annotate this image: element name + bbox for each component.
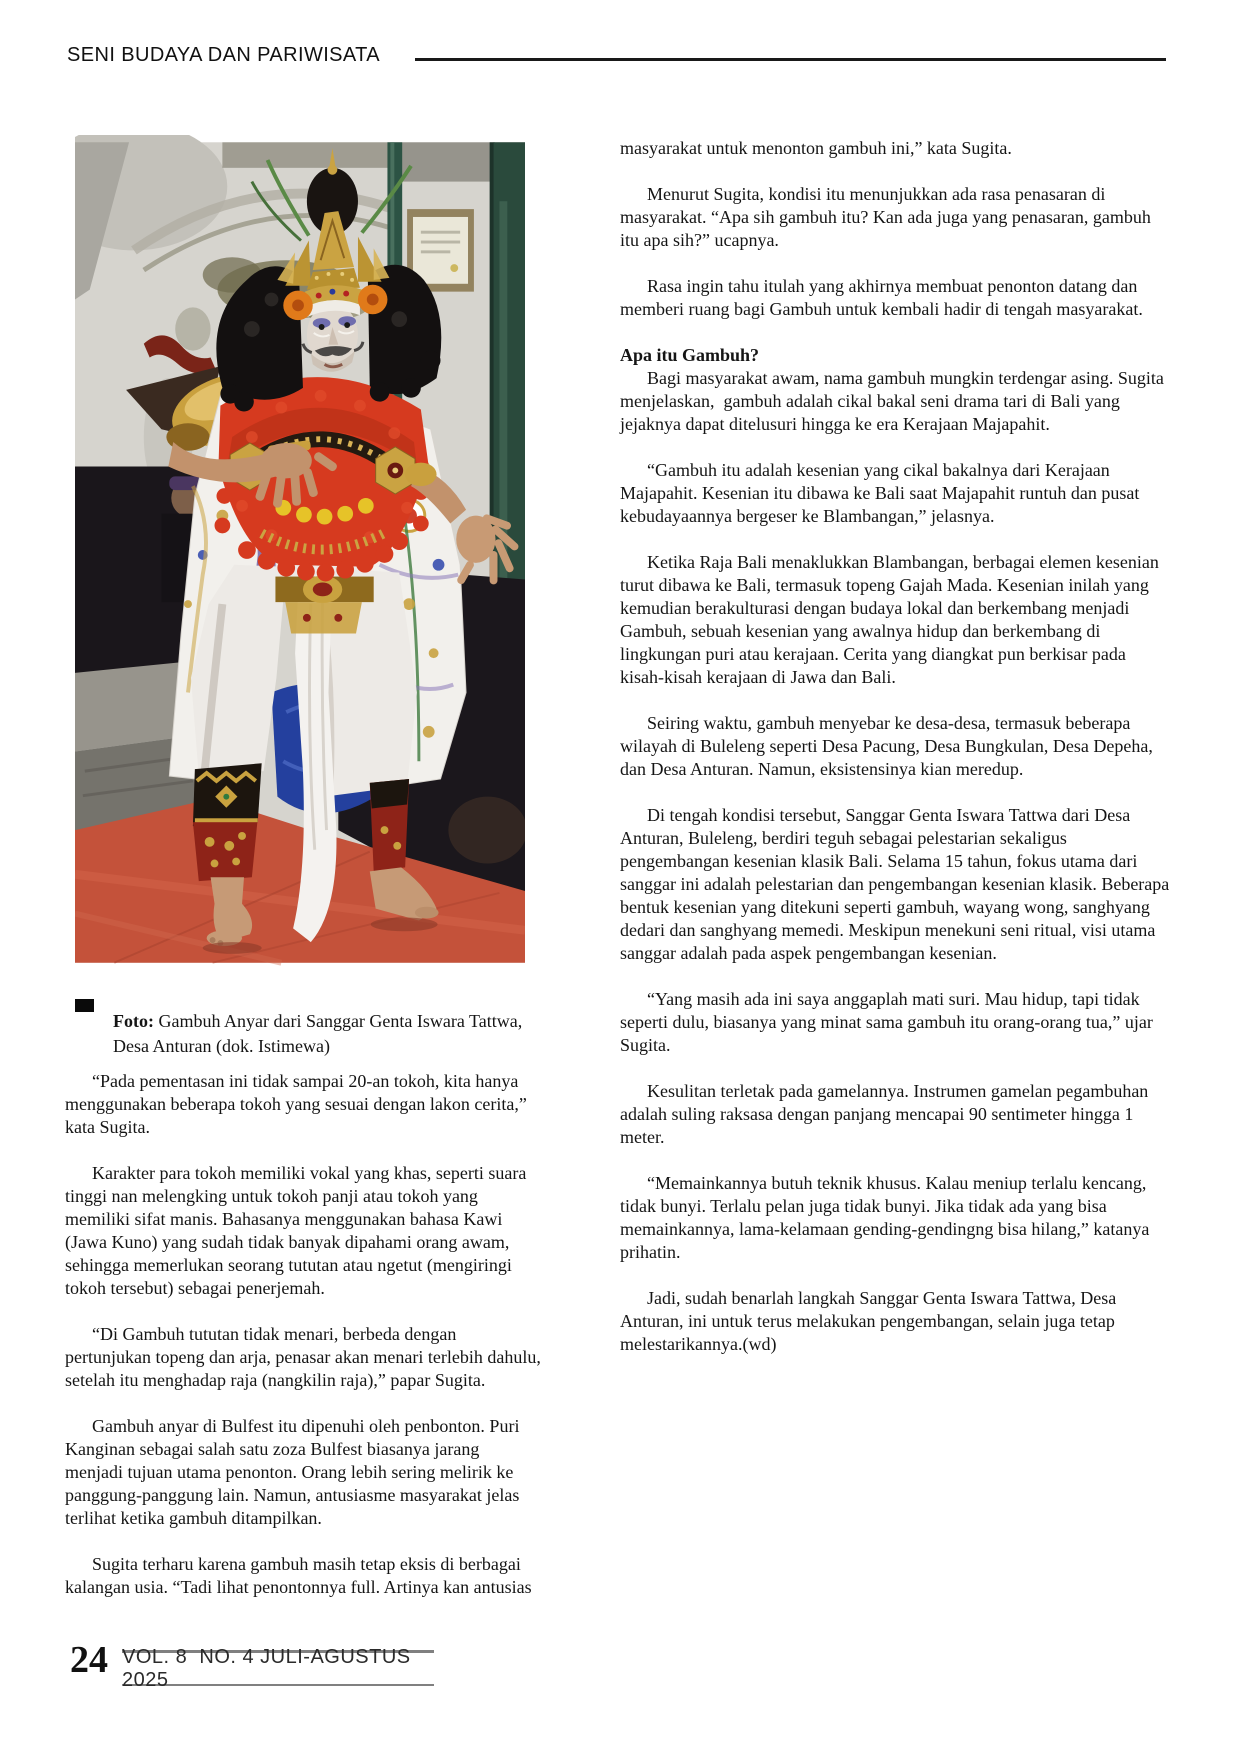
article-paragraph: Seiring waktu, gambuh menyebar ke desa-desa, termasuk beberapa wilayah di Buleleng seperti Desa Pacung, Desa Bungkulan, Desa Depeha, dan Desa Anturan. Namun, eksistensinya kian meredup. bbox=[620, 713, 1153, 779]
issue-info bbox=[122, 1645, 434, 1691]
article-paragraph: Rasa ingin tahu itulah yang akhirnya membuat penonton datang dan memberi ruang bagi Gambuh untuk kembali hadir di tengah masyarakat. bbox=[620, 276, 1143, 319]
article-subheading: Apa itu Gambuh? bbox=[620, 345, 760, 365]
article-paragraph: “Pada pementasan ini tidak sampai 20-an tokoh, kita hanya menggunakan beberapa tokoh yang sesuai dengan lakon cerita,” kata Sugita. bbox=[65, 1071, 527, 1137]
article-paragraph: Di tengah kondisi tersebut, Sanggar Genta Iswara Tattwa dari Desa Anturan, Buleleng, berdiri teguh sebagai pelestarian sekaligus pengembangan kesenian klasik Bali. Selama 15 tahun, fokus utama dari sanggar ini adalah pelestarian dan pengembangan kesenian klasik. Beberapa bentuk kesenian yang ditekuni seperti gambuh, wayang wong, sanghyang dedari dan sanghyang memedi. Meskipun menekuni seni ritual, visi utama sanggar adalah pada aspek pengembangan kesenian. bbox=[620, 805, 1170, 963]
page-number: 24 bbox=[70, 1639, 108, 1681]
article-paragraph: Jadi, sudah benarlah langkah Sanggar Genta Iswara Tattwa, Desa Anturan, ini untuk terus melakukan pengembangan, selain juga tetap melestarikannya.(wd) bbox=[620, 1288, 1117, 1354]
article-paragraph: “Yang masih ada ini saya anggaplah mati suri. Mau hidup, tapi tidak seperti dulu, biasanya yang minat sama gambuh itu orang-orang tua,” ujar Sugita. bbox=[620, 989, 1153, 1055]
article-paragraph: “Gambuh itu adalah kesenian yang cikal bakalnya dari Kerajaan Majapahit. Kesenian itu dibawa ke Bali saat Majapahit runtuh dan pusat kebudayaannya bergeser ke Blambangan,” jelasnya. bbox=[620, 460, 1140, 526]
article-paragraph: Gambuh anyar di Bulfest itu dipenuhi oleh penbonton. Puri Kanginan sebagai salah satu zoza Bulfest biasanya jarang menjadi tujuan utama penonton. Orang lebih sering melirik ke panggung-panggung lain. Namun, antusiasme masyarakat jelas terlihat ketika gambuh ditampilkan. bbox=[65, 1416, 520, 1528]
issue-info-text: VOL. 8 NO. 4 JULI-AGUSTUS 2025 bbox=[122, 1645, 411, 1691]
article-right-column bbox=[620, 137, 1174, 1379]
photo-caption bbox=[113, 1009, 559, 1059]
photo-caption-text: Gambuh Anyar dari Sanggar Genta Iswara Tattwa, Desa Anturan (dok. Istimewa) bbox=[113, 1011, 523, 1056]
header-rule bbox=[415, 58, 1166, 61]
article-paragraph: Karakter para tokoh memiliki vokal yang khas, seperti suara tinggi nan melengking untuk tokoh panji atau tokoh yang memiliki sifat manis. Bahasanya menggunakan bahasa Kawi (Jawa Kuno) yang sudah tidak banyak dipahami orang awam, sehingga memerlukan seorang tututan atau ngetut (mengiringi tokoh tersebut) sebagai penerjemah. bbox=[65, 1163, 527, 1298]
article-paragraph: masyarakat untuk menonton gambuh ini,” kata Sugita. bbox=[620, 138, 1012, 158]
article-paragraph: “Di Gambuh tututan tidak menari, berbeda dengan pertunjukan topeng dan arja, penasar akan menari terlebih dahulu, setelah itu menghadap raja (nangkilin raja),” papar Sugita. bbox=[65, 1324, 541, 1390]
article-photo bbox=[75, 135, 525, 970]
article-paragraph: Bagi masyarakat awam, nama gambuh mungkin terdengar asing. Sugita menjelaskan, gambuh adalah cikal bakal seni drama tari di Bali yang jejaknya dapat ditelusuri hingga ke era Kerajaan Majapahit. bbox=[620, 368, 1164, 434]
article-paragraph: Ketika Raja Bali menaklukkan Blambangan, berbagai elemen kesenian turut dibawa ke Bali, termasuk topeng Gajah Mada. Kesenian inilah yang kemudian berakulturasi dengan budaya lokal dan berkembang menjadi Gambuh, sebuah kesenian yang awalnya hidup dan berkembang di lingkungan puri atau kerajaan. Cerita yang diangkat pun berkisar pada kisah-kisah kerajaan di Jawa dan Bali. bbox=[620, 552, 1159, 687]
section-title: SENI BUDAYA DAN PARIWISATA bbox=[67, 44, 381, 66]
article-paragraph: Kesulitan terletak pada gamelannya. Instrumen gamelan pegambuhan adalah suling raksasa dengan panjang mencapai 90 sentimeter hingga 1 meter. bbox=[620, 1081, 1149, 1147]
caption-bullet-icon bbox=[75, 999, 94, 1012]
photo-caption-label: Foto: bbox=[113, 1011, 154, 1031]
article-paragraph: “Memainkannya butuh teknik khusus. Kalau meniup terlalu kencang, tidak bunyi. Terlalu pelan juga tidak bunyi. Jika tidak ada yang bisa memainkannya, lama-kelamaan gending-gendingng bisa hilang,” katanya prihatin. bbox=[620, 1173, 1150, 1262]
gambuh-dancer-photo bbox=[75, 135, 525, 970]
article-left-column bbox=[65, 1070, 541, 1622]
article-paragraph: Sugita terharu karena gambuh masih tetap eksis di berbagai kalangan usia. “Tadi lihat penontonnya full. Artinya kan antusias bbox=[65, 1554, 532, 1597]
article-paragraph: Menurut Sugita, kondisi itu menunjukkan ada rasa penasaran di masyarakat. “Apa sih gambuh itu? Kan ada juga yang penasaran, gambuh itu apa sih?” ucapnya. bbox=[620, 184, 1151, 250]
